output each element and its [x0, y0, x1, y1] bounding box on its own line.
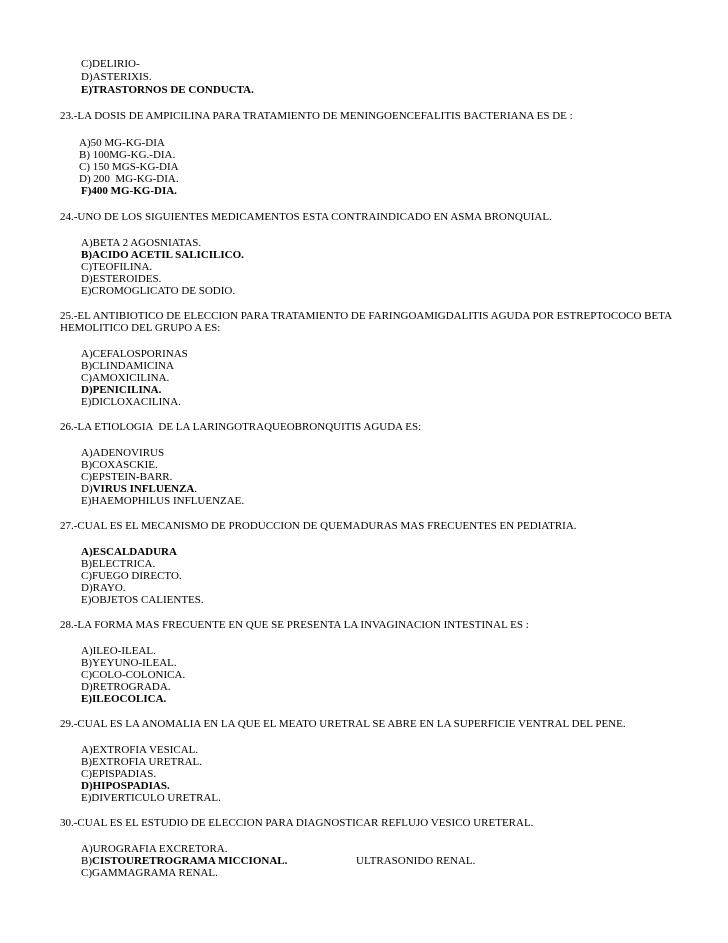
q27-option-b: B)ELECTRICA. [81, 558, 156, 570]
q22-option-c: C)DELIRIO- [81, 58, 140, 70]
q28-option-a: A)ILEO-ILEAL. [81, 645, 156, 657]
q28-option-e-answer: E)ILEOCOLICA. [81, 693, 167, 705]
q30-option-a: A)UROGRAFIA EXCRETORA. [81, 843, 228, 855]
q23-option-a: A)50 MG-KG-DIA [79, 137, 165, 149]
q24-question: 24.-UNO DE LOS SIGUIENTES MEDICAMENTOS ESTA CONTRAINDICADO EN ASMA BRONQUIAL. [60, 211, 552, 223]
q30-question: 30.-CUAL ES EL ESTUDIO DE ELECCION PARA DIAGNOSTICAR REFLUJO VESICO URETERAL. [60, 817, 534, 829]
q26-option-d-prefix: D) [81, 483, 93, 495]
q27-option-a-answer: A)ESCALDADURA [81, 546, 177, 558]
q26-option-d-suffix: . [194, 483, 198, 495]
q24-option-a: A)BETA 2 AGOSNIATAS. [81, 237, 202, 249]
q28-option-b: B)YEYUNO-ILEAL. [81, 657, 177, 669]
q30-option-b [81, 855, 287, 867]
q23-option-d: D) 200 MG-KG-DIA. [79, 173, 179, 185]
q27-option-d: D)RAYO. [81, 582, 126, 594]
q25-option-a: A)CEFALOSPORINAS [81, 348, 188, 360]
q27-question: 27.-CUAL ES EL MECANISMO DE PRODUCCION DE QUEMADURAS MAS FRECUENTES EN PEDIATRIA. [60, 520, 577, 532]
q22-option-d: D)ASTERIXIS. [81, 71, 152, 83]
q26-option-c: C)EPSTEIN-BARR. [81, 471, 173, 483]
q26-option-a: A)ADENOVIRUS [81, 447, 165, 459]
q26-option-e: E)HAEMOPHILUS INFLUENZAE. [81, 495, 245, 507]
q24-option-c: C)TEOFILINA. [81, 261, 153, 273]
q30-option-b-extra: ULTRASONIDO RENAL. [356, 855, 476, 867]
q29-option-a: A)EXTROFIA VESICAL. [81, 744, 199, 756]
q28-question: 28.-LA FORMA MAS FRECUENTE EN QUE SE PRESENTA LA INVAGINACION INTESTINAL ES : [60, 619, 529, 631]
q30-option-b-answer: CISTOURETROGRAMA MICCIONAL. [92, 855, 288, 867]
q23-option-f-answer: F)400 MG-KG-DIA. [81, 185, 177, 197]
q25-question-line-1: 25.-EL ANTIBIOTICO DE ELECCION PARA TRATAMIENTO DE FARINGOAMIGDALITIS AGUDA POR ESTREPTOCOCO BETA [60, 310, 673, 322]
q25-option-b: B)CLINDAMICINA [81, 360, 174, 372]
q29-option-c: C)EPISPADIAS. [81, 768, 157, 780]
q23-option-b: B) 100MG-KG.-DIA. [79, 149, 176, 161]
q24-option-d: D)ESTEROIDES. [81, 273, 162, 285]
q26-option-d-answer: VIRUS INFLUENZA [92, 483, 195, 495]
q27-option-c: C)FUEGO DIRECTO. [81, 570, 182, 582]
q27-option-e: E)OBJETOS CALIENTES. [81, 594, 204, 606]
q26-option-d [81, 483, 197, 495]
q26-question: 26.-LA ETIOLOGIA DE LA LARINGOTRAQUEOBRONQUITIS AGUDA ES: [60, 421, 422, 433]
q24-option-b-answer: B)ACIDO ACETIL SALICILICO. [81, 249, 244, 261]
q29-option-e: E)DIVERTICULO URETRAL. [81, 792, 221, 804]
q25-option-c: C)AMOXICILINA. [81, 372, 170, 384]
q26-option-b: B)COXASCKIE. [81, 459, 158, 471]
q25-option-e: E)DICLOXACILINA. [81, 396, 181, 408]
q25-question-line-2: HEMOLITICO DEL GRUPO A ES: [60, 322, 221, 334]
q28-option-d: D)RETROGRADA. [81, 681, 171, 693]
q28-option-c: C)COLO-COLONICA. [81, 669, 186, 681]
q23-question: 23.-LA DOSIS DE AMPICILINA PARA TRATAMIENTO DE MENINGOENCEFALITIS BACTERIANA ES DE : [60, 110, 573, 122]
q29-question: 29.-CUAL ES LA ANOMALIA EN LA QUE EL MEATO URETRAL SE ABRE EN LA SUPERFICIE VENTRAL DEL PENE. [60, 718, 626, 730]
q29-option-b: B)EXTROFIA URETRAL. [81, 756, 202, 768]
q22-option-e-answer: E)TRASTORNOS DE CONDUCTA. [81, 84, 254, 96]
q25-option-d-answer: D)PENICILINA. [81, 384, 162, 396]
q30-option-b-prefix: B) [81, 855, 92, 867]
q23-option-c: C) 150 MGS-KG-DIA [79, 161, 179, 173]
q24-option-e: E)CROMOGLICATO DE SODIO. [81, 285, 236, 297]
q29-option-d-answer: D)HIPOSPADIAS. [81, 780, 170, 792]
q30-option-c: C)GAMMAGRAMA RENAL. [81, 867, 218, 879]
